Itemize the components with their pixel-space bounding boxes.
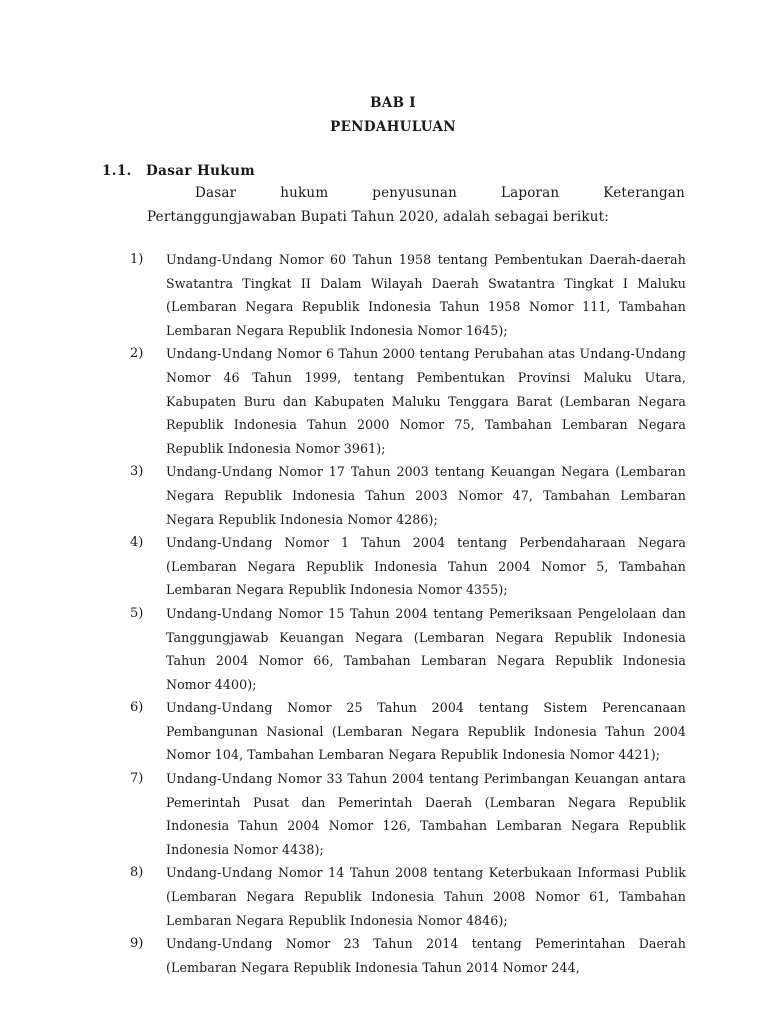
legal-basis-item xyxy=(130,861,686,932)
legal-basis-item xyxy=(130,248,686,342)
legal-basis-number: 3) xyxy=(130,464,144,480)
legal-basis-item xyxy=(130,696,686,767)
legal-basis-number: 8) xyxy=(130,865,144,881)
section-title: Dasar Hukum xyxy=(146,163,256,179)
legal-basis-text: Undang-Undang Nomor 6 Tahun 2000 tentang Perubahan atas Undang-Undang Nomor 46 Tahun 1999, tentang Pembentukan Provinsi Maluku Utara, Kabupaten Buru dan Kabupaten Maluku Tenggara Barat (Lembaran Negara Republik Indonesia Tahun 2000 Nomor 75, Tambahan Lembaran Negara Republik Indonesia Nomor 3961); xyxy=(166,346,686,456)
section-heading xyxy=(102,163,255,179)
legal-basis-item xyxy=(130,342,686,460)
legal-basis-text: Undang-Undang Nomor 60 Tahun 1958 tentang Pembentukan Daerah-daerah Swatantra Tingkat II Dalam Wilayah Daerah Swatantra Tingkat I Maluku (Lembaran Negara Republik Indonesia Tahun 1958 Nomor 111, Tambahan Lembaran Negara Republik Indonesia Nomor 1645); xyxy=(166,252,686,338)
section-number: 1.1. xyxy=(102,163,132,179)
legal-basis-item xyxy=(130,932,686,979)
legal-basis-text: Undang-Undang Nomor 1 Tahun 2004 tentang Perbendaharaan Negara (Lembaran Negara Republik Indonesia Tahun 2004 Nomor 5, Tambahan Lembaran Negara Republik Indonesia Nomor 4355); xyxy=(166,535,686,598)
intro-paragraph-line-2: Pertanggungjawaban Bupati Tahun 2020, adalah sebagai berikut: xyxy=(147,209,610,225)
legal-basis-item xyxy=(130,767,686,861)
legal-basis-text: Undang-Undang Nomor 17 Tahun 2003 tentang Keuangan Negara (Lembaran Negara Republik Indonesia Tahun 2003 Nomor 47, Tambahan Lembaran Negara Republik Indonesia Nomor 4286); xyxy=(166,464,686,527)
legal-basis-item xyxy=(130,531,686,602)
chapter-label: BAB I xyxy=(370,95,416,111)
legal-basis-text: Undang-Undang Nomor 33 Tahun 2004 tentang Perimbangan Keuangan antara Pemerintah Pusat dan Pemerintah Daerah (Lembaran Negara Republik Indonesia Tahun 2004 Nomor 126, Tambahan Lembaran Negara Republik Indonesia Nomor 4438); xyxy=(166,771,686,857)
legal-basis-item xyxy=(130,602,686,696)
legal-basis-text: Undang-Undang Nomor 15 Tahun 2004 tentang Pemeriksaan Pengelolaan dan Tanggungjawab Keuangan Negara (Lembaran Negara Republik Indonesia Tahun 2004 Nomor 66, Tambahan Lembaran Negara Republik Indonesia Nomor 4400); xyxy=(166,605,686,692)
legal-basis-number: 7) xyxy=(130,771,144,787)
legal-basis-number: 1) xyxy=(130,252,144,267)
legal-basis-number: 2) xyxy=(130,346,144,362)
chapter-title: PENDAHULUAN xyxy=(330,119,456,135)
legal-basis-text: Undang-Undang Nomor 14 Tahun 2008 tentang Keterbukaan Informasi Publik (Lembaran Negara Republik Indonesia Tahun 2008 Nomor 61, Tambahan Lembaran Negara Republik Indonesia Nomor 4846); xyxy=(166,865,686,928)
legal-basis-number: 6) xyxy=(130,700,144,716)
legal-basis-number: 9) xyxy=(130,936,144,952)
legal-basis-list xyxy=(130,248,686,979)
intro-paragraph-line-1: Dasar hukum penyusunan Laporan Keterangan xyxy=(195,185,685,201)
legal-basis-text: Undang-Undang Nomor 23 Tahun 2014 tentang Pemerintahan Daerah (Lembaran Negara Republik Indonesia Tahun 2014 Nomor 244, xyxy=(166,936,686,975)
legal-basis-number: 5) xyxy=(130,605,144,621)
legal-basis-number: 4) xyxy=(130,535,144,551)
legal-basis-item xyxy=(130,460,686,531)
legal-basis-text: Undang-Undang Nomor 25 Tahun 2004 tentang Sistem Perencanaan Pembangunan Nasional (Lembaran Negara Republik Indonesia Tahun 2004 Nomor 104, Tambahan Lembaran Negara Republik Indonesia Nomor 4421); xyxy=(166,700,686,763)
